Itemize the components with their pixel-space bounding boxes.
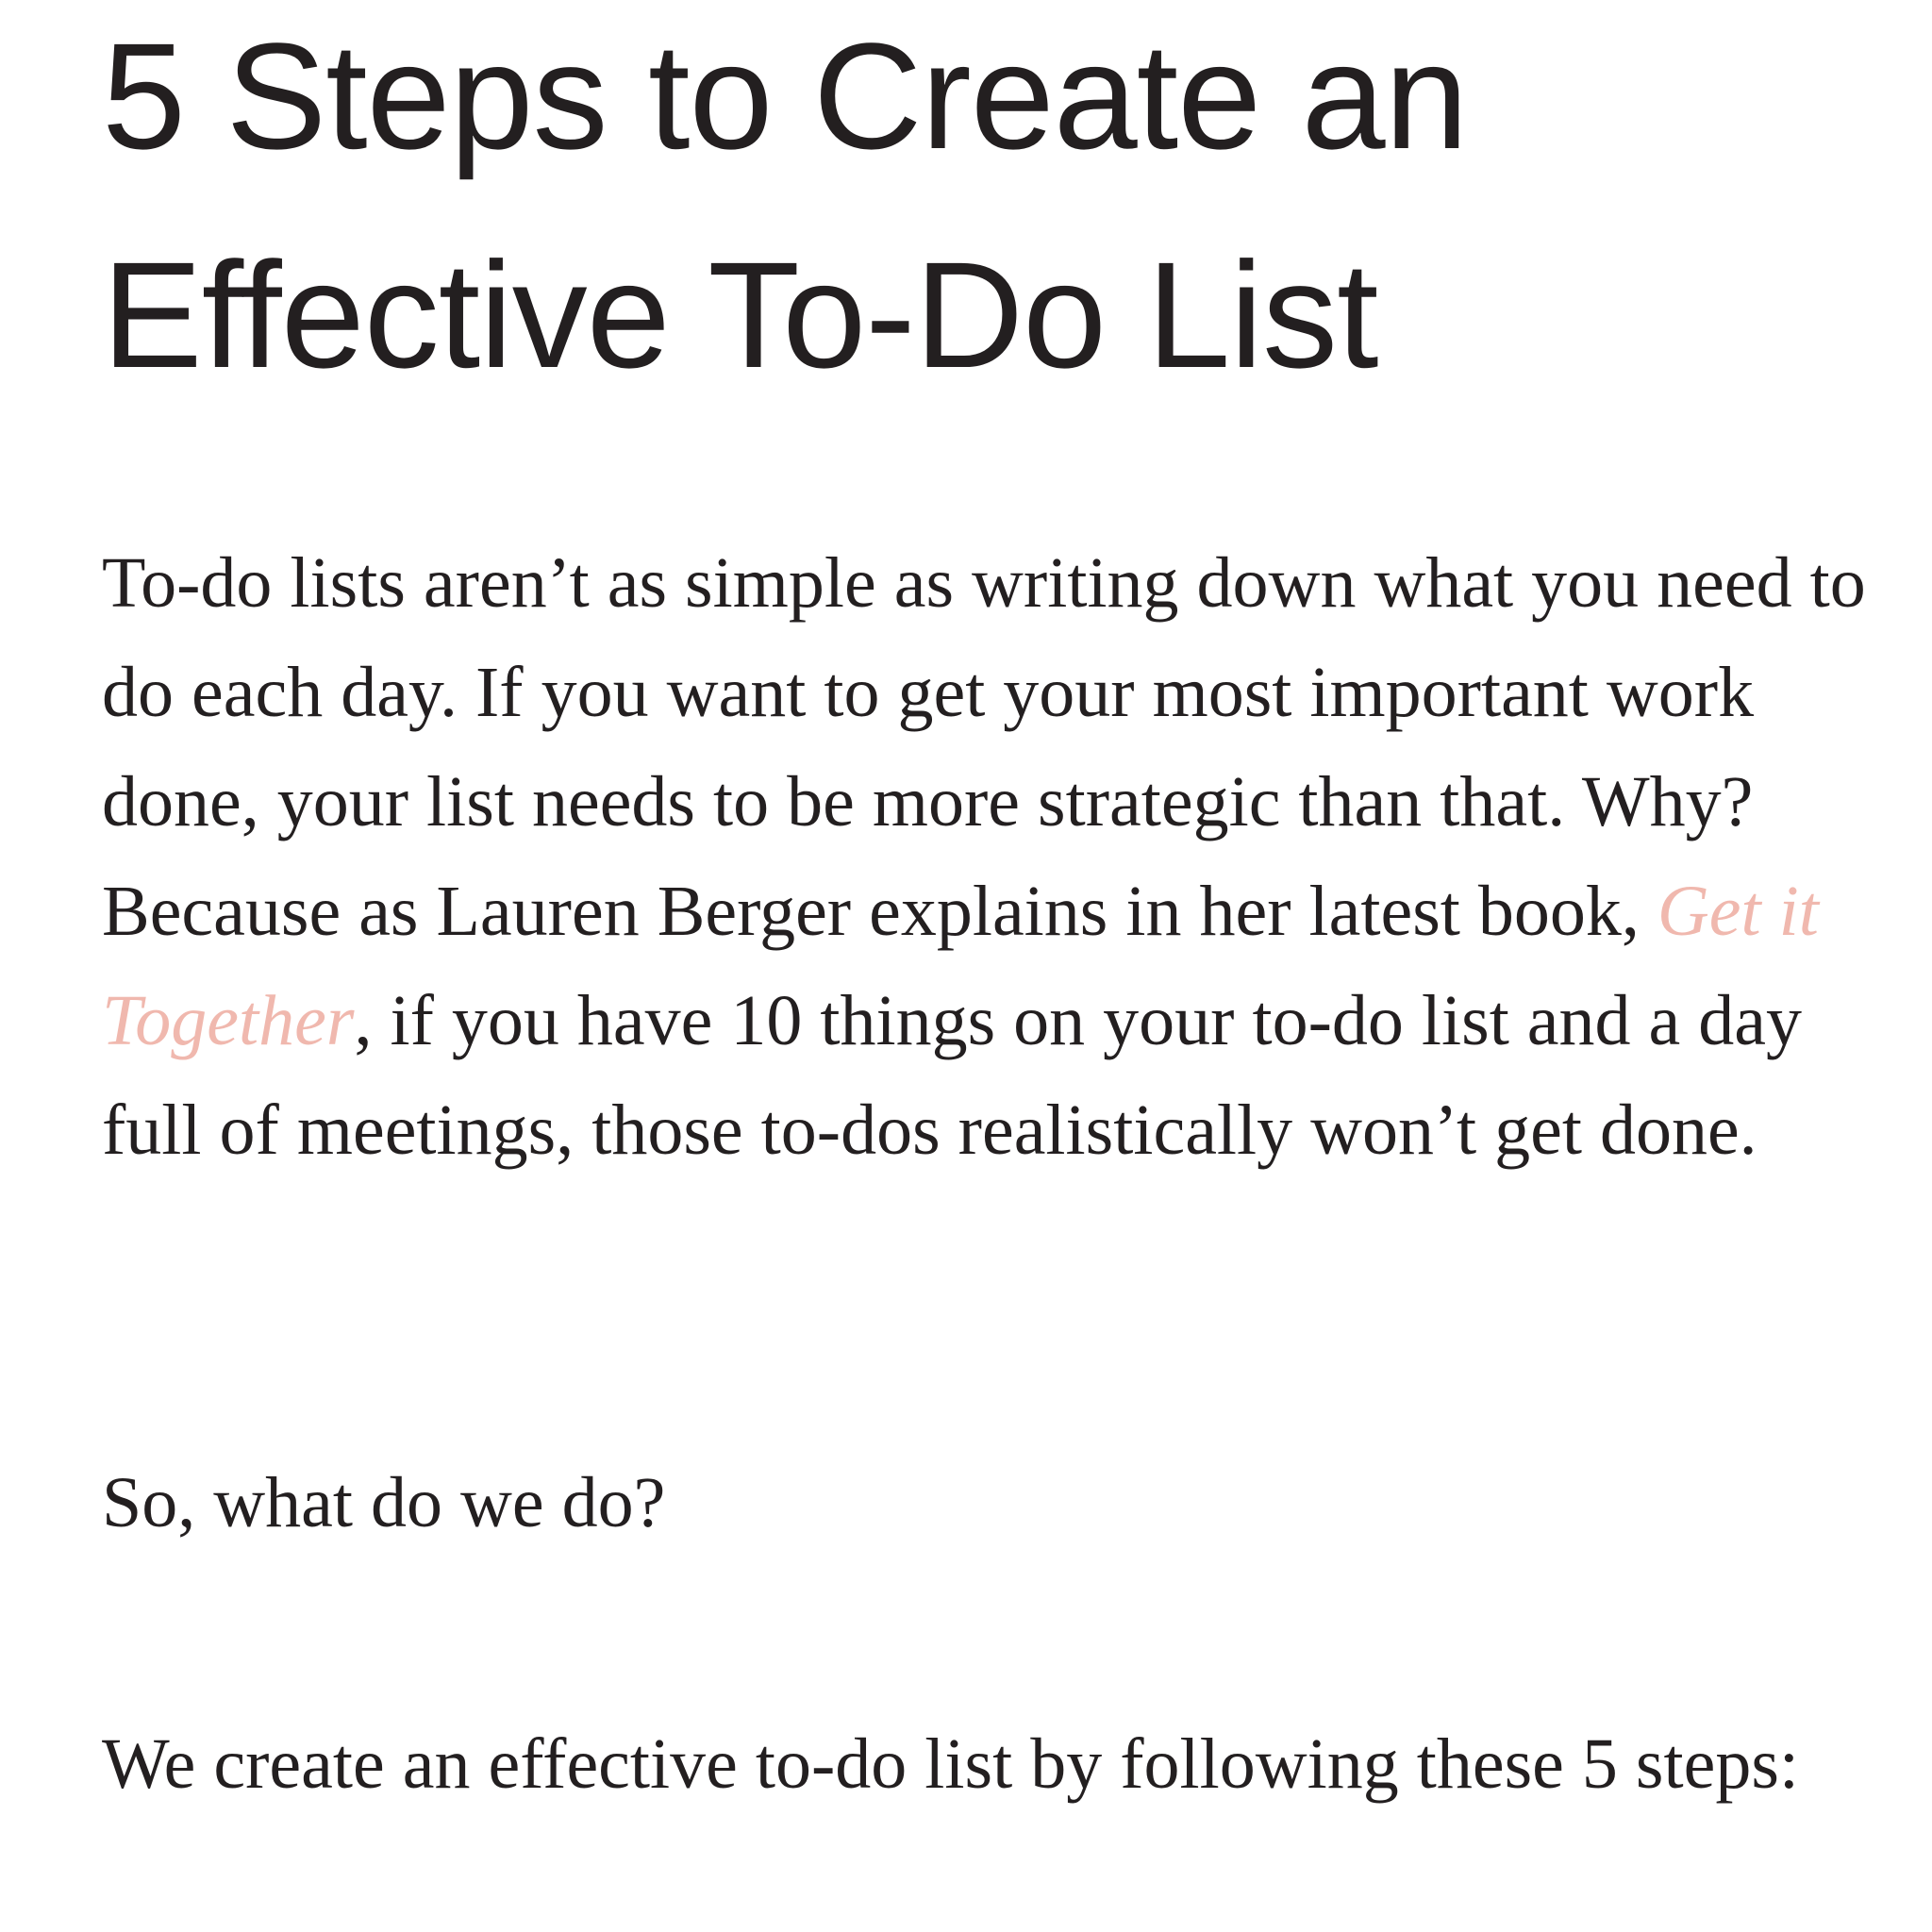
intro-text-after-link: , if you have 10 things on your to-do list and a day full of meetings, those to-dos realistically won’t get done. [102, 981, 1802, 1170]
intro-text-before-link: To-do lists aren’t as simple as writing down what you need to do each day. If you want to get your most important work done, your list needs to be more strategic than that. Why? Because as Lauren Berger explains in her latest book, [102, 543, 1866, 951]
steps-intro-paragraph: We create an effective to-do list by following these 5 steps: [102, 1724, 1800, 1804]
book-link[interactable]: Get it Together [102, 872, 1819, 1060]
article [102, 0, 1875, 1804]
intro-paragraph [102, 528, 1894, 1185]
question-paragraph: So, what do we do? [102, 1463, 666, 1542]
article-title: 5 Steps to Create an Effective To-Do List [102, 11, 1468, 399]
